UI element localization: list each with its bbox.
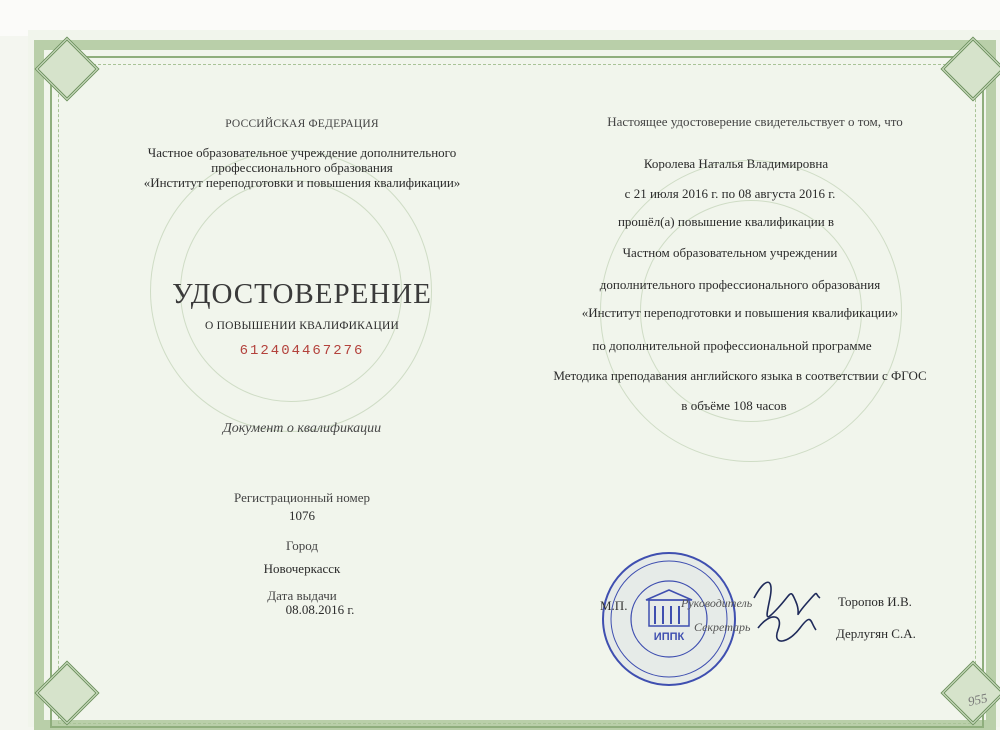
text-line-2: Частном образовательном учреждении [622,245,838,260]
reg-number-value: 1076 [289,508,315,523]
issue-date-label: Дата выдачи [267,588,337,603]
text-line-5: по дополнительной профессиональной программе [592,338,872,353]
program-volume: в объёме 108 часов [681,398,787,413]
text-line-3: дополнительного профессионального образования [599,277,881,292]
text-line-1: прошёл(а) повышение квалификации в [617,214,835,229]
doc-type: Документ о квалификации [222,421,382,436]
org-line-2: профессионального образования [211,160,393,175]
program-name: Методика преподавания английского языка в соответствии с ФГОС [553,368,927,383]
head-label: Руководитель [681,596,753,610]
intro-text: Настоящее удостоверение свидетельствует о том, что [607,114,903,129]
doc-number: 612404467276 [239,343,365,359]
text-line-4: «Институт переподготовки и повышения квалификации» [581,305,899,320]
secretary-label: Секретарь [694,620,751,634]
reg-number-label: Регистрационный номер [234,490,370,505]
head-name: Торопов И.В. [838,594,912,609]
stamp-center-label: ИППК [653,631,685,643]
signature-head [744,568,828,656]
recipient-name: Королева Наталья Владимировна [643,156,829,171]
org-line-1: Частное образовательное учреждение дополнительного [147,145,457,160]
training-period: с 21 июля 2016 г. по 08 августа 2016 г. [624,186,836,201]
organization-stamp [598,548,740,690]
mp-label: М.П. [600,598,628,613]
corner-mark: 955 [966,690,989,709]
doc-title: УДОСТОВЕРЕНИЕ [172,278,432,310]
city-label: Город [285,538,319,553]
city-value: Новочеркасск [263,561,341,576]
org-line-3: «Институт переподготовки и повышения квалификации» [143,175,461,190]
secretary-name: Дерлугян С.А. [836,626,916,641]
doc-subtitle: О ПОВЫШЕНИИ КВАЛИФИКАЦИИ [204,320,400,332]
issue-date-value: 08.08.2016 г. [285,602,355,617]
country-label: РОССИЙСКАЯ ФЕДЕРАЦИЯ [225,118,379,130]
